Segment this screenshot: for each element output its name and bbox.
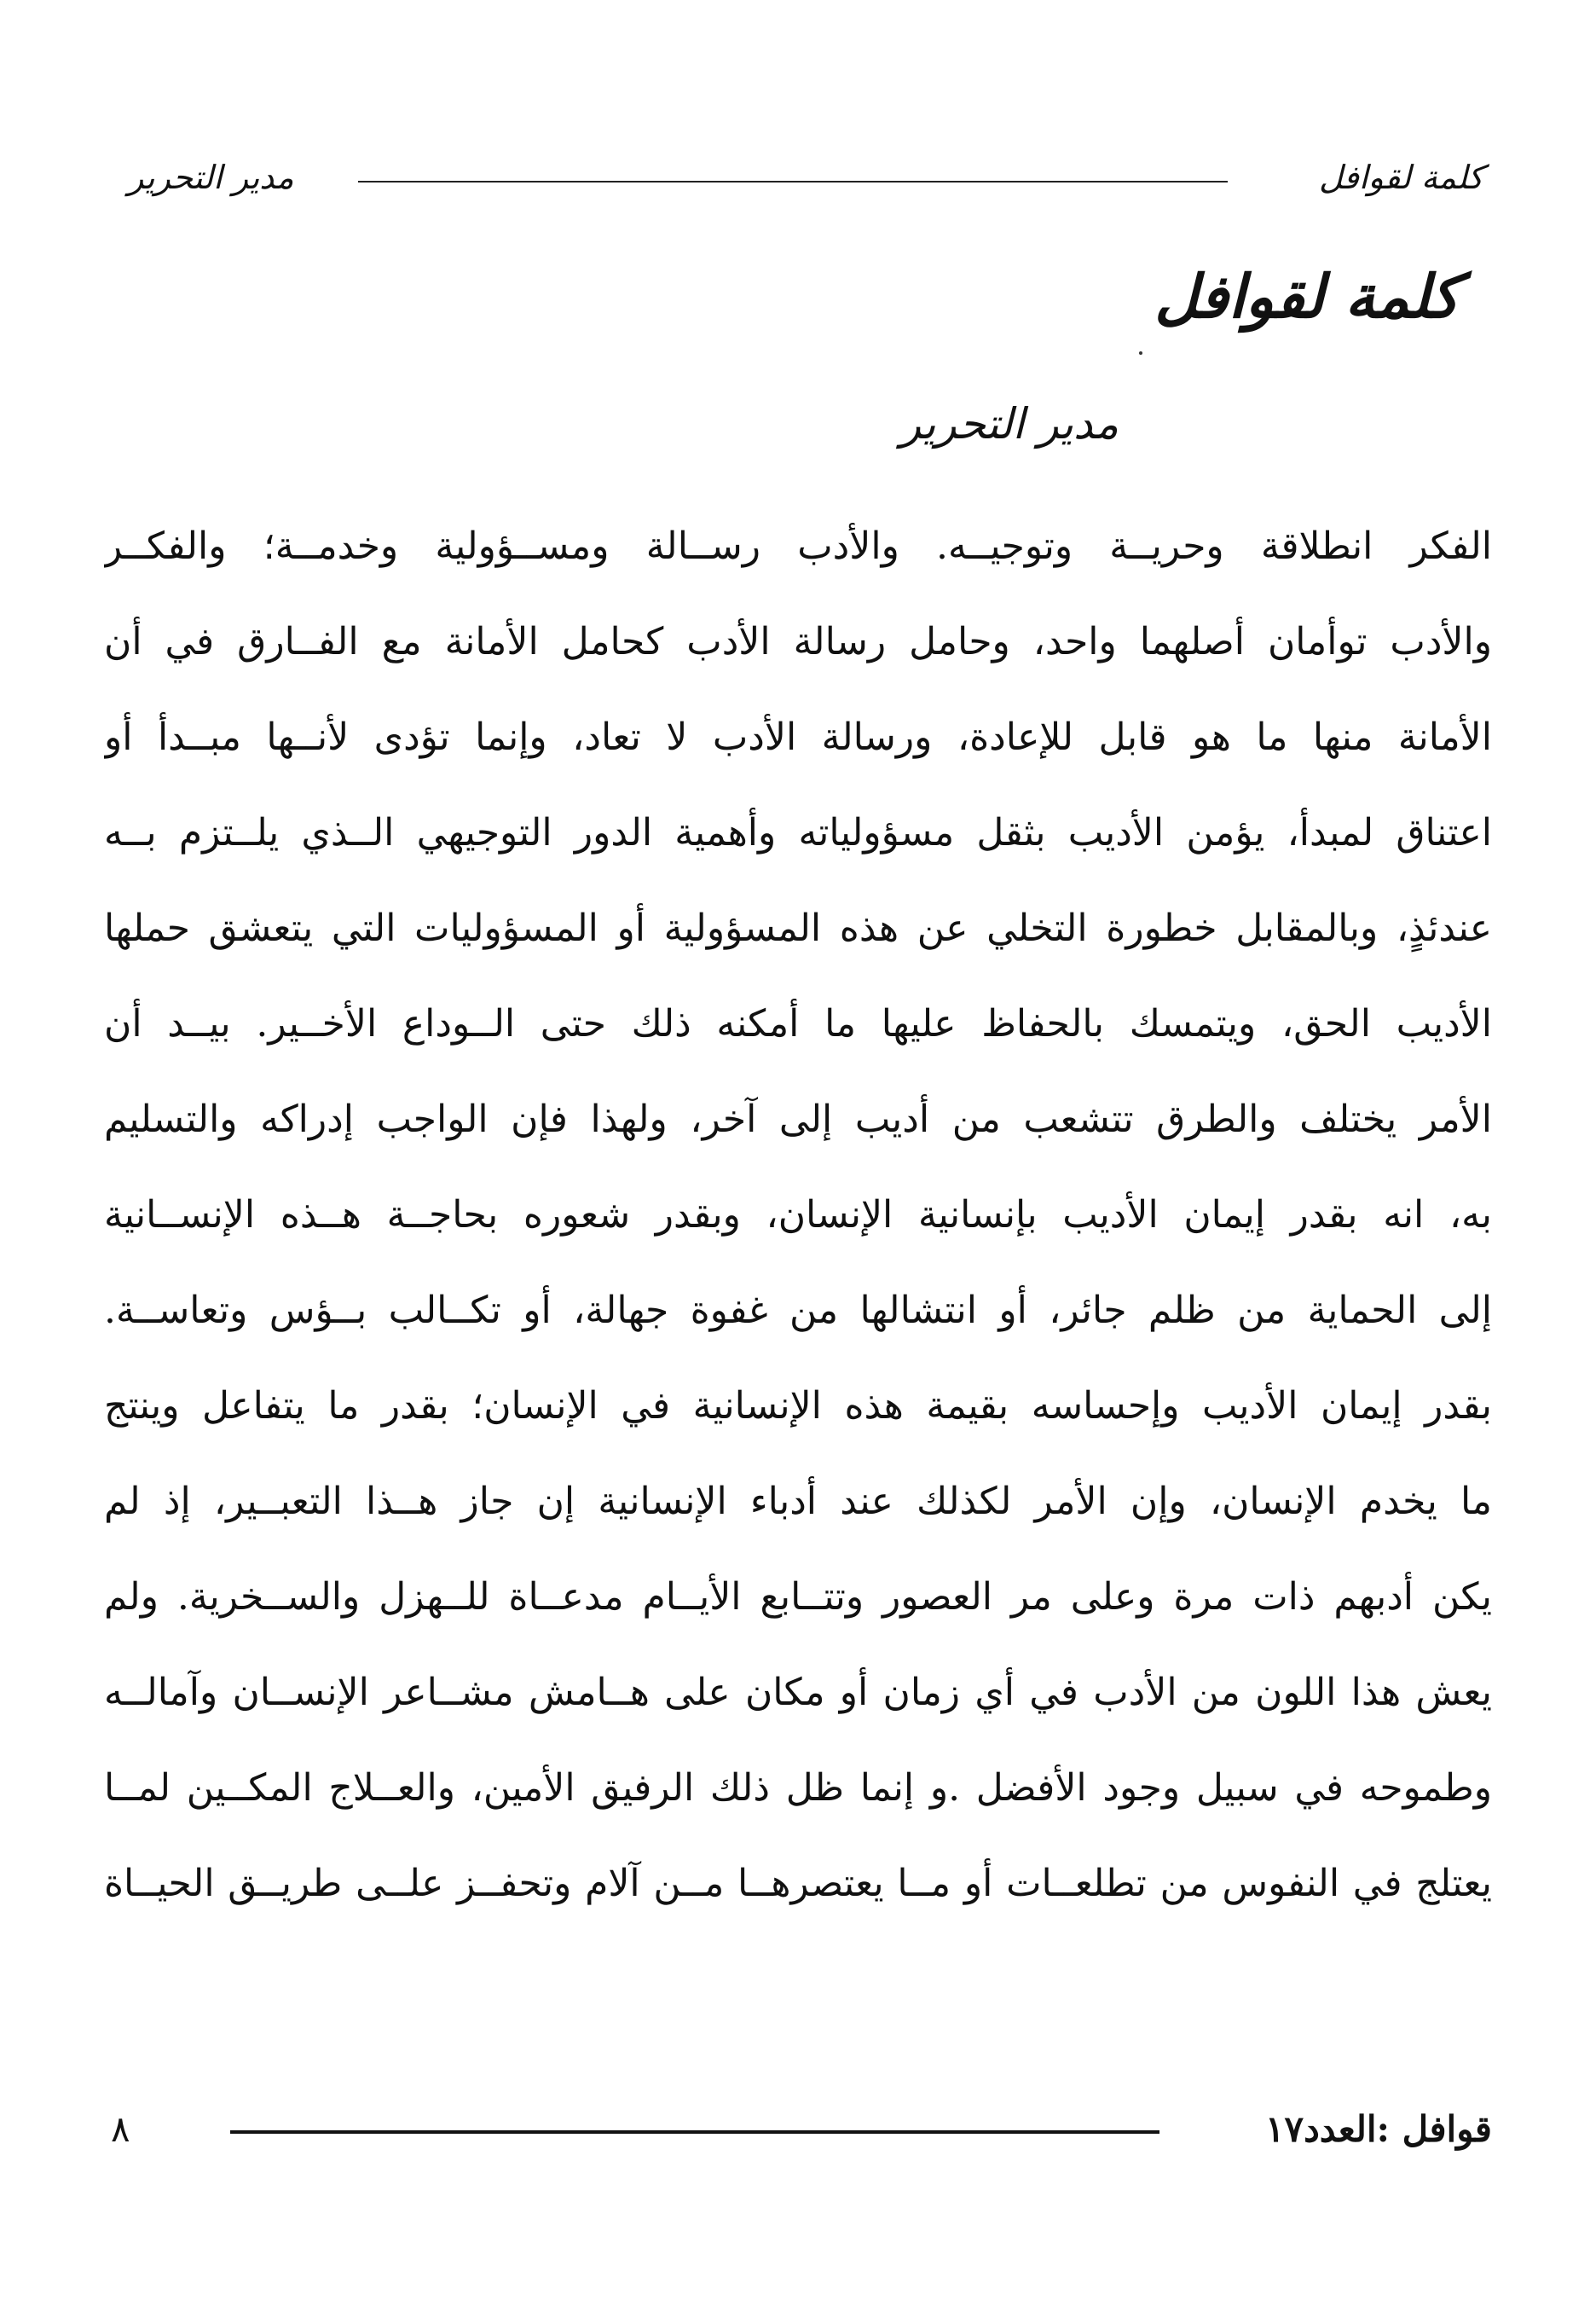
body-line: الفكر انطلاقة وحريــة وتوجيــه. والأدب رســالة ومســؤولية وخدمــة؛ والفكــر xyxy=(104,524,1492,568)
page-footer xyxy=(102,2100,1492,2159)
body-line: بقدر إيمان الأديب وإحساسه بقيمة هذه الإنسانية في الإنسان؛ بقدر ما يتفاعل وينتج xyxy=(104,1384,1492,1428)
body-line: به، انه بقدر إيمان الأديب بإنسانية الإنسان، وبقدر شعوره بحاجــة هــذه الإنســانية xyxy=(104,1193,1492,1237)
body-line: الأمانة منها ما هو قابل للإعادة، ورسالة الأدب لا تعاد، وإنما تؤدى لأنــها مبــدأ أو xyxy=(104,716,1492,759)
article-body xyxy=(104,499,1492,1932)
body-line: يكن أدبهم ذات مرة وعلى مر العصور وتتــابع الأيــام مدعــاة للــهزل والســخرية. ولم xyxy=(104,1575,1492,1619)
body-line: يعتلج في النفوس من تطلعــات أو مــا يعتصرهــا مــن آلام وتحفــز علــى طريــق الحيــاة xyxy=(104,1862,1492,1905)
body-line: الأمر يختلف والطرق تتشعب من أديب إلى آخر، ولهذا فإن الواجب إدراكه والتسليم xyxy=(104,1098,1492,1141)
body-line: ما يخدم الإنسان، وإن الأمر لكذلك عند أدباء الإنسانية إن جاز هــذا التعبــير، إذ لم xyxy=(104,1480,1492,1523)
article-title: كلمة لقوافل xyxy=(1154,261,1460,332)
body-line: يعش هذا اللون من الأدب في أي زمان أو مكان على هــامش مشــاعر الإنســان وآمالــه xyxy=(104,1671,1492,1714)
running-header-section-title: كلمة لقوافل xyxy=(1318,159,1483,196)
page-number: ٨ xyxy=(111,2108,130,2150)
body-line: عندئذٍ، وبالمقابل خطورة التخلي عن هذه المسؤولية أو المسؤوليات التي يتعشق حملها xyxy=(104,907,1492,950)
body-line: وطموحه في سبيل وجود الأفضل .و إنما ظل ذلك الرفيق الأمين، والعــلاج المكــين لمــا xyxy=(104,1766,1492,1810)
body-line: اعتناق لمبدأ، يؤمن الأديب بثقل مسؤولياته وأهمية الدور التوجيهي الــذي يلــتزم بــه xyxy=(104,811,1492,855)
running-header xyxy=(128,152,1483,203)
running-header-rule xyxy=(358,181,1228,183)
article-author: مدير التحرير xyxy=(899,399,1119,449)
running-header-author: مدير التحرير xyxy=(128,159,294,196)
body-line: إلى الحماية من ظلم جائر، أو انتشالها من غفوة جهالة، أو تكــالب بــؤس وتعاســة. xyxy=(104,1289,1492,1332)
speck-dot xyxy=(1139,351,1142,355)
footer-journal-issue: قوافل :العدد١٧ xyxy=(1264,2108,1492,2150)
body-line: الأديب الحق، ويتمسك بالحفاظ عليها ما أمكنه ذلك حتى الــوداع الأخــير. بيــد أن xyxy=(104,1002,1492,1046)
footer-rule xyxy=(230,2130,1159,2134)
body-line: والأدب توأمان أصلهما واحد، وحامل رسالة الأدب كحامل الأمانة مع الفــارق في أن xyxy=(104,620,1492,663)
